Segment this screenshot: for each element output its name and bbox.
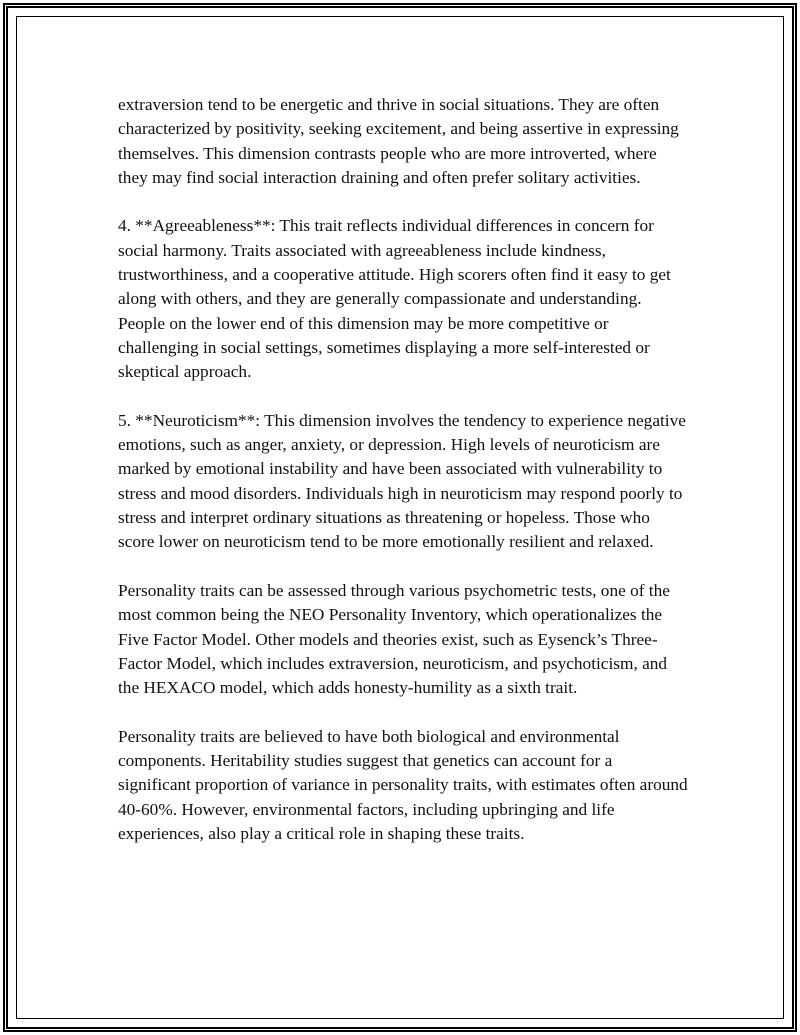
paragraph-neuroticism: 5. **Neuroticism**: This dimension involves the tendency to experience negative emotions, such as anger, anxiety, or depression. High levels of neuroticism are marked by emotional instability and have been associated with vulnerability to stress and mood disorders. Individuals high in neuroticism may respond poorly to stress and interpret ordinary situations as threatening or hopeless. Those who score lower on neuroticism tend to be more emotionally resilient and relaxed. bbox=[118, 410, 686, 552]
paragraph-heritability: Personality traits are believed to have both biological and environmental components. Heritability studies suggest that genetics can account for a significant proportion of variance in personality traits, with estimates often around 40-60%. However, environmental factors, including upbringing and life experiences, also play a critical role in shaping these traits. bbox=[118, 726, 688, 843]
paragraph-assessment: Personality traits can be assessed through various psychometric tests, one of the most common being the NEO Personality Inventory, which operationalizes the Five Factor Model. Other models and theories exist, such as Eysenck’s Three-Factor Model, which includes extraversion, neuroticism, and psychoticism, and the HEXACO model, which adds honesty-humility as a sixth trait. bbox=[118, 580, 670, 698]
paragraph-extraversion: extraversion tend to be energetic and thrive in social situations. They are often characterized by positivity, seeking excitement, and being assertive in expressing themselves. This dimension contrasts people who are more introverted, where they may find social interaction draining and often prefer solitary activities. bbox=[118, 95, 679, 187]
document-body bbox=[118, 93, 688, 871]
paragraph-agreeableness: 4. **Agreeableness**: This trait reflects individual differences in concern for social harmony. Traits associated with agreeableness include kindness, trustworthiness, and a cooperative attitude. High scorers often find it easy to get along with others, and they are generally compassionate and understanding. People on the lower end of this dimension may be more competitive or challenging in social settings, sometimes displaying a more self-interested or skeptical approach. bbox=[118, 216, 671, 382]
